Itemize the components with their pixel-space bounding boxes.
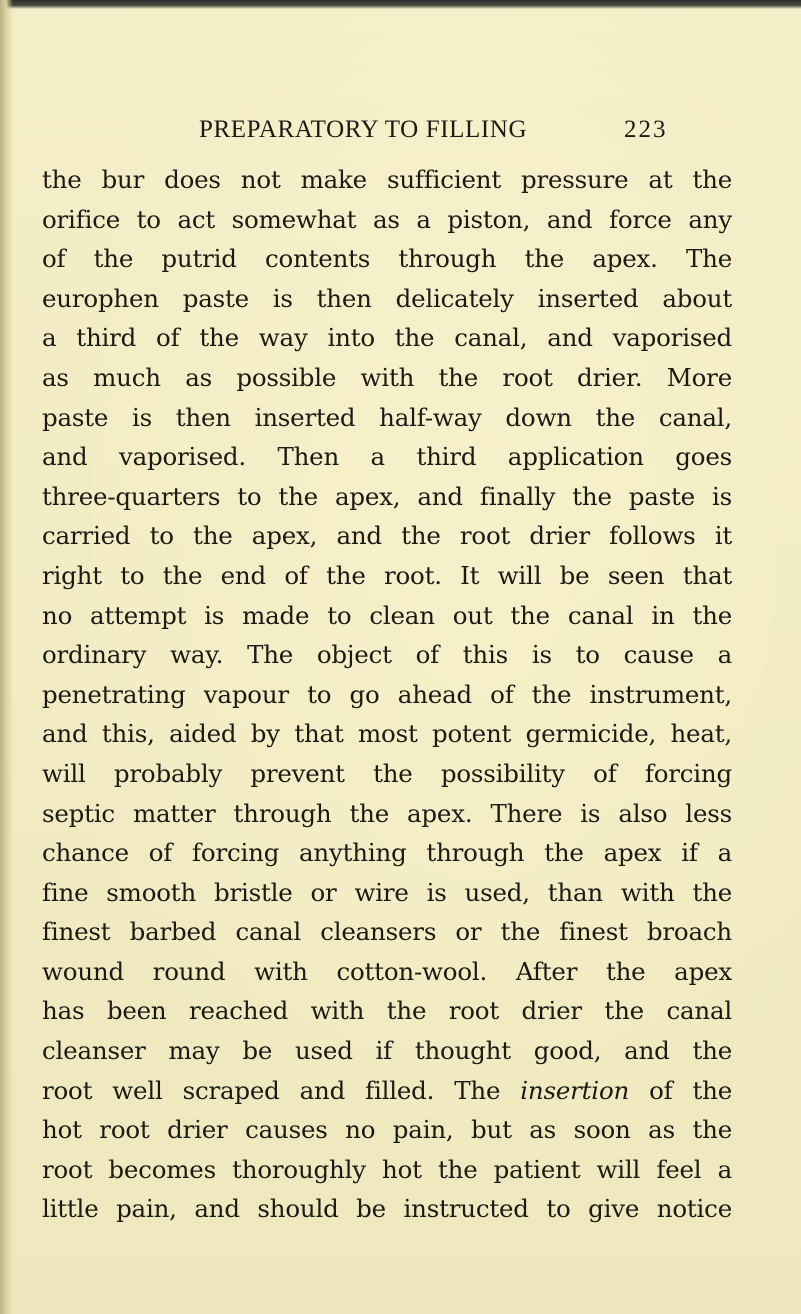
text-line: finest barbed canal cleansers or the finest broach	[42, 917, 732, 947]
page-top-edge	[0, 0, 801, 9]
running-head	[0, 116, 801, 150]
text-line: of the putrid contents through the apex. The	[42, 244, 732, 274]
italic-word: insertion	[520, 1075, 630, 1105]
text-line: the bur does not make sufficient pressure at the	[42, 165, 732, 194]
page-number: 223	[624, 116, 668, 143]
text-line: and this, aided by that most potent germicide, heat,	[42, 719, 732, 749]
text-line: hot root drier causes no pain, but as soon as the	[42, 1115, 732, 1145]
text-line: as much as possible with the root drier. More	[42, 362, 732, 392]
text-line: carried to the apex, and the root drier follows it	[42, 521, 732, 551]
text-line: little pain, and should be instructed to give notice	[42, 1194, 732, 1224]
text-line: right to the end of the root. It will be seen that	[42, 560, 732, 590]
text-line: penetrating vapour to go ahead of the instrument,	[42, 679, 732, 709]
text-line: three-quarters to the apex, and finally the paste is	[42, 481, 732, 511]
text-line: fine smooth bristle or wire is used, than with the	[42, 877, 732, 907]
text-line: no attempt is made to clean out the canal in the	[42, 600, 732, 630]
text-line: and vaporised. Then a third application goes	[42, 442, 732, 472]
text-line: chance of forcing anything through the apex if a	[42, 838, 732, 868]
text-line: orifice to act somewhat as a piston, and force any	[42, 204, 732, 234]
running-head-title: PREPARATORY TO FILLING	[199, 116, 528, 143]
text-line: europhen paste is then delicately inserted about	[42, 283, 732, 313]
text-line: wound round with cotton-wool. After the apex	[42, 956, 732, 986]
page-spine-shadow	[0, 0, 13, 1314]
text-line: will probably prevent the possibility of forcing	[42, 758, 732, 788]
line-segment: root well scraped and filled. The	[42, 1075, 521, 1105]
text-line-with-italic	[42, 1071, 732, 1111]
text-line: ordinary way. The object of this is to cause a	[42, 640, 732, 670]
line-segment: of the	[629, 1075, 733, 1105]
text-line: a third of the way into the canal, and vaporised	[42, 323, 732, 353]
text-line: has been reached with the root drier the canal	[42, 996, 732, 1026]
text-line: cleanser may be used if thought good, and the	[42, 1036, 732, 1066]
text-line: root becomes thoroughly hot the patient will feel a	[42, 1154, 732, 1184]
text-line: septic matter through the apex. There is also less	[42, 798, 732, 828]
body-text	[42, 160, 732, 1229]
text-line: paste is then inserted half-way down the canal,	[42, 402, 732, 432]
